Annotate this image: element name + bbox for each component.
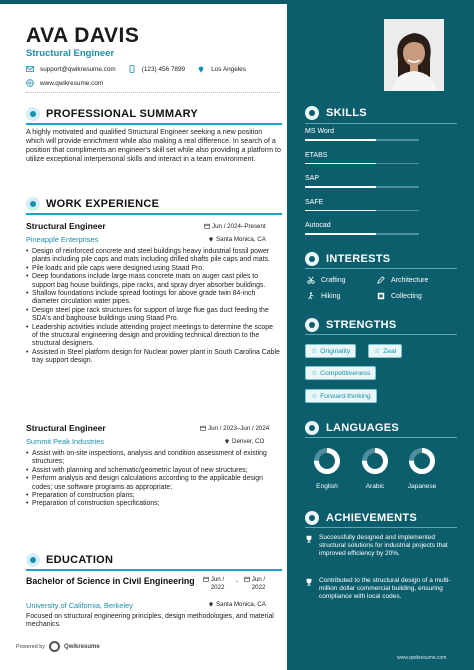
languages-underline [305,437,457,438]
strength-label: Competitiveness [320,369,371,377]
education-heading-row [26,553,113,567]
calendar-icon [200,425,206,431]
pin-icon [208,236,214,242]
sidebar [287,0,474,670]
languages-heading: LANGUAGES [326,422,399,434]
interest-item [377,276,428,284]
skill-bar-fill [305,163,376,165]
strength-chip [305,344,356,358]
summary-heading: PROFESSIONAL SUMMARY [46,108,199,120]
skill-name: Autocad [305,222,331,229]
phone-icon [128,65,136,73]
achievements-heading-row [305,511,417,525]
skill-bar [305,163,419,165]
list-item: • Assist with on-site inspections, analysis and condition assessment of existing structures; [26,450,280,467]
language-name: English [316,483,338,490]
sidebar-footer-link[interactable]: www.qwikresume.com [397,655,447,661]
language-level-ring [313,447,341,475]
trophy-icon [305,578,313,586]
achievement-item [305,534,457,559]
experience-icon [26,197,40,211]
powered-brand[interactable]: Qwikresume [64,643,100,650]
list-item: • Design steel pipe rack structures for support of large flue gas duct feeding the SDA's and baghouse buildings using Staad Pro. [26,307,280,324]
skill-name: ETABS [305,151,328,159]
main-column [16,0,281,670]
trophy-icon [305,535,313,543]
skill-bar [305,139,419,141]
list-item: • Perform analysis and design calculations according to the applicable design codes; use software programs as appropriate; [26,475,280,492]
strengths-icon [305,318,319,332]
interest-label: Collecting [391,292,422,300]
experience-underline [26,213,282,215]
list-item: • Assisted in Steel platform design for Nuclear power plant in South Carolina Cable tray support design. [26,349,280,366]
job-1-dates-row [204,223,278,230]
education-start-row [203,576,231,592]
education-description: Focused on structural engineering principles, design methodologies, and material mechanics. [26,613,274,629]
interests-heading-row [305,252,390,266]
avatar-icon [384,19,444,91]
education-underline [26,569,282,571]
job-1-company: Pineapple Enterprises [26,235,99,244]
list-item: • Pile loads and pile caps were designed using Staad Pro. [26,265,280,273]
email-icon [26,65,34,73]
job-1-title: Structural Engineer [26,221,106,231]
skill-name: SAP [305,175,320,182]
education-end: Jun / 2022 [251,576,266,591]
phone-text: (123) 456 7899 [141,65,186,73]
pin-icon [208,601,214,607]
interest-item [377,292,422,300]
skill-item [305,175,419,188]
globe-icon [26,79,34,87]
languages-heading-row [305,421,399,435]
education-location-row [208,601,278,608]
calendar-icon [244,576,250,582]
strength-chip [305,389,377,403]
hiking-icon [307,292,315,300]
summary-text: A highly motivated and qualified Structural Engineer seeking a new position which will provide enrichment while also making a real difference. In search of a position that compliments an engineer's skill set while also providing a platform to utilize exceptional interpersonal skills and interact in a team environment. [26,128,281,163]
job-1-dates: Jun / 2024–Present [212,223,266,230]
skill-name: SAFE [305,198,324,206]
achievements-underline [305,527,457,528]
strength-chip [305,366,376,380]
skill-bar-fill [305,139,376,141]
star-icon: ☆ [311,348,318,355]
profile-photo [384,19,444,91]
education-degree: Bachelor of Science in Civil Engineering [26,576,195,586]
job-2-bullets [26,450,280,509]
star-icon: ☆ [374,348,381,355]
strength-label: Originality [320,347,351,355]
summary-heading-row [26,107,198,121]
achievement-text: Contributed to the structural design of a multi-million dollar commercial building, ensuring compliance with local codes. [319,577,451,601]
skill-bar-fill [305,233,376,235]
pencil-icon [377,276,385,284]
list-item: • Assist with planning and schematic/geometric layout of new structures; [26,467,280,475]
language-level-ring [408,447,436,475]
skill-item [305,128,419,141]
strength-label: Forward-thinking [320,392,371,400]
language-name: Arabic [365,483,385,490]
job-2-company: Summit Peak Industries [26,437,105,446]
education-heading: EDUCATION [46,554,114,566]
education-icon [26,553,40,567]
interest-item [307,292,340,300]
interest-label: Crafting [321,276,346,284]
powered-by [16,641,100,652]
job-1-bullets [26,248,280,366]
achievements-icon [305,511,319,525]
location-icon [197,65,205,73]
job-1-location: Santa Monica, CA [216,236,266,243]
strength-chip [368,344,402,358]
language-item [355,447,395,490]
job-2-location: Denver, CO [232,438,265,445]
pin-icon [224,438,230,444]
language-level-ring [361,447,389,475]
list-item: • Shallow foundations include spread footings for above grade twin 84-inch diameter circulation water pipes. [26,290,280,307]
language-item [307,447,347,490]
list-item: • Leadership activities include attending project meetings to determine the scope of the structural engineering design and providing technical direction to the structural designers. [26,324,280,349]
skills-underline [305,123,457,124]
skills-icon [305,106,319,120]
education-end-row [244,576,272,592]
calendar-icon [203,576,209,582]
star-icon: ☆ [311,370,318,377]
list-item: • Design of reinforced concrete and steel buildings heavy industrial fossil power plants including pile caps and mats including drilled shafts pile caps and mats. [26,248,280,265]
interest-item [307,276,346,284]
skills-heading-row [305,106,367,120]
skill-bar [305,186,419,188]
location-text: Los Angeles [211,65,246,73]
skill-item [305,222,419,235]
job-2-dates: Jun / 2023–Jun / 2024 [208,425,270,432]
star-icon: ☆ [311,393,318,400]
powered-label: Powered by [16,643,46,650]
list-item: • Preparation of construction specifications; [26,500,280,508]
list-item: • Preparation of construction plans; [26,492,280,500]
experience-heading-row [26,197,159,211]
interest-label: Architecture [391,276,429,284]
website-row [26,79,109,87]
header-divider [26,92,280,93]
interests-heading: INTERESTS [326,253,391,265]
strengths-heading-row [305,318,397,332]
interests-underline [305,268,457,269]
achievement-item [305,577,457,602]
collection-icon [377,292,385,300]
skill-bar-fill [305,210,376,212]
skill-name: MS Word [305,128,335,135]
scissors-icon [307,276,315,284]
education-date-dash: - [236,578,239,585]
skill-item [305,152,419,165]
education-school: University of California, Berkeley [26,601,133,610]
summary-underline [26,123,282,125]
contact-row [26,65,252,73]
experience-heading: WORK EXPERIENCE [46,198,160,210]
job-2-title: Structural Engineer [26,423,106,433]
languages-icon [305,421,319,435]
calendar-icon [204,223,210,229]
job-1-location-row [208,236,278,243]
candidate-title: Structural Engineer [26,48,115,59]
skill-item [305,199,419,212]
skills-heading: SKILLS [326,107,367,119]
interests-icon [305,252,319,266]
list-item: • Deep foundations include large mass concrete mats on auger cast piles to support bag house buildings, pipe racks, and spray dryer absorber buildings. [26,273,280,290]
interest-label: Hiking [321,292,341,300]
skill-bar [305,210,419,212]
education-location: Santa Monica, CA [216,601,266,608]
skill-bar-fill [305,186,376,188]
strengths-underline [305,334,457,335]
summary-icon [26,107,40,121]
candidate-name: AVA DAVIS [26,24,140,47]
job-2-location-row [224,438,278,445]
strength-label: Zeal [383,347,397,355]
qwikresume-logo-icon [49,641,60,652]
website-text[interactable]: www.qwikresume.com [40,79,104,87]
job-2-dates-row [200,425,278,432]
language-item [402,447,442,490]
achievement-text: Successfully designed and implemented structural solutions for industrial projects that improved efficiency by 20%. [319,534,448,558]
achievements-heading: ACHIEVEMENTS [326,512,417,524]
strengths-heading: STRENGTHS [326,319,397,331]
language-name: Japanese [407,483,437,490]
email-text[interactable]: support@qwikresume.com [40,65,116,73]
education-start: Jun / 2022 [210,576,225,591]
skill-bar [305,233,419,235]
